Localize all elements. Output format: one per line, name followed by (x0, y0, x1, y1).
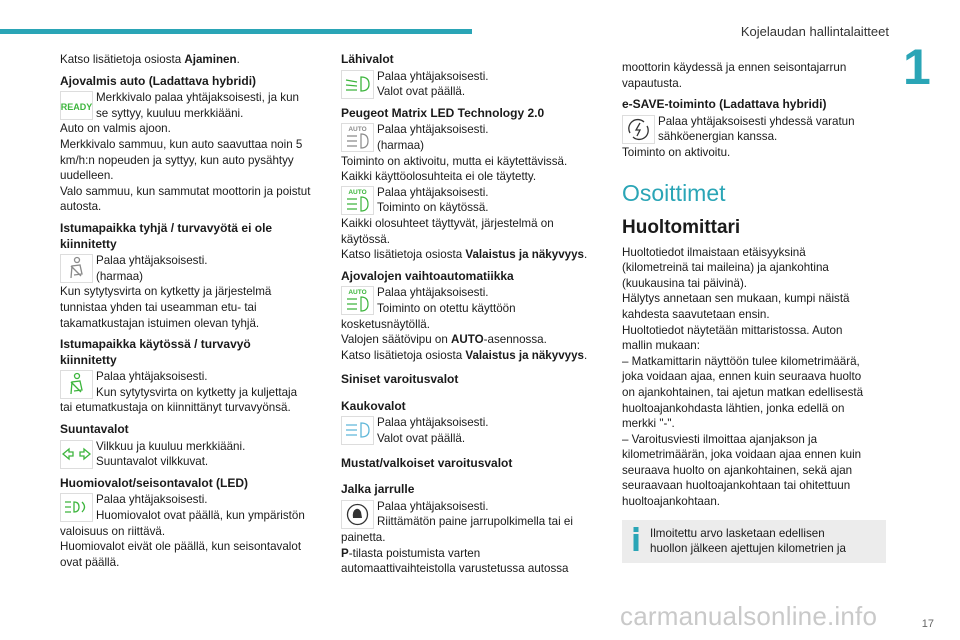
matrix-gray-row: AUTO Palaa yhtäjaksoisesti. (harmaa) (341, 122, 601, 153)
low-beam-row: Palaa yhtäjaksoisesti. Valot ovat päällä. (341, 69, 601, 100)
seat-used-title: Istumapaikka käytössä / turvavyö kiinnitetty (60, 337, 251, 367)
info-box: Ilmoitettu arvo lasketaan edellisen huollon jälkeen ajettujen kilometrien ja (622, 520, 886, 563)
matrix-title: Peugeot Matrix LED Technology 2.0 (341, 105, 545, 120)
turn-signal-icon (60, 440, 93, 469)
brake-row: Palaa yhtäjaksoisesti. Riittämätön paine jarrupolkimella tai ei (341, 499, 601, 530)
seat-used-row: Palaa yhtäjaksoisesti. Kun sytytysvirta on kytketty ja kuljettaja (60, 369, 320, 400)
header-title: Kojelaudan hallintalaitteet (740, 24, 889, 39)
column-3: moottorin käydessä ja ennen seisontajarrun vapautusta. e-SAVE-toiminto (Ladattava hybridi) Palaa yhtäjaksoisesti yhdessä varatun sähköenergian kanssa. Toiminto on aktivoitu. Osoittimet Huoltomittari Huoltotiedot ilmaistaan etäisyyksinä (kilometreinä tai maileina) ja ajankohtina (kuukausina tai päivinä). Hälytys annetaan sen mukaan, kumpi näistä kahdesta saavutetaan ensin. Huoltotiedot näytetään mittaristossa. Auton mallin mukaan: – Matkamittarin näyttöön tulee kilometrimäärä, joka voidaan ajaa, ennen kuin seuraava huolto on ajankohtainen, tai ajetun matkan edellisestä huoltoajankohdasta lähtien, jonka edellä on merkki "-". – Varoitusviesti ilmoittaa ajanjakson ja kilometrimäärän, joka voidaan ajaa ennen kuin seuraava huolto on ajankohtainen, sekä ajan seuraavaan huoltoajankohtaan tai ohitettuun huoltoajankohtaan. Ilmoitettu arvo lasketaan edellisen huollon jälkeen ajettujen kilometrien ja (622, 60, 886, 563)
svg-text:AUTO: AUTO (348, 126, 367, 134)
ready-icon (60, 91, 93, 120)
autolights-row: AUTO Palaa yhtäjaksoisesti. Toiminto on otettu käyttöön (341, 285, 601, 316)
page-number: 17 (921, 618, 934, 630)
svg-text:AUTO: AUTO (348, 188, 367, 196)
drl-title: Huomiovalot/seisontavalot (LED) (60, 475, 249, 490)
ready-title: Ajovalmis auto (Ladattava hybridi) (60, 73, 257, 88)
auto-lights-gray-icon (341, 123, 374, 152)
seat-empty-title: Istumapaikka tyhjä / turvavyötä ei ole kiinnitetty (60, 220, 273, 251)
brake-title: Jalka jarrulle (341, 482, 415, 497)
turn-title: Suuntavalot (60, 422, 129, 437)
blue-lights-title: Siniset varoitusvalot (341, 372, 459, 387)
matrix-green-row: AUTO Palaa yhtäjaksoisesti. Toiminto on käytössä. (341, 185, 601, 216)
esave-row: Palaa yhtäjaksoisesti yhdessä varatun sähköenergian kanssa. (622, 114, 886, 145)
svg-text:READY: READY (60, 102, 93, 113)
subsection-title: Huoltomittari (622, 216, 741, 238)
svg-text:AUTO: AUTO (348, 289, 367, 297)
foot-on-brake-icon (341, 500, 374, 529)
high-beam-row: Palaa yhtäjaksoisesti. Valot ovat päällä. (341, 415, 601, 446)
high-beam-title: Kaukovalot (341, 398, 406, 413)
seatbelt-gray-icon (60, 254, 93, 283)
esave-icon (622, 115, 655, 144)
column-2: Lähivalot Palaa yhtäjaksoisesti. Valot ovat päällä. Peugeot Matrix LED Technology 2.0 AUTO Palaa yhtäjaksoisesti. (harmaa) Toiminto on aktivoitu, mutta ei käytettävissä. Kaikki käyttöolosuhteita ei ole täytetty. AUTO Palaa yhtäjaksoisesti. Toiminto on käytössä. Kaikki olosuhteet täyttyvät, järjestelmä on käytössä. Katso lisätietoja osiosta Valaistus ja näkyvyys. Ajovalojen vaihtoautomatiikka AUTO Palaa yhtäjaksoisesti. Toiminto on otettu käyttöön kosketusnäytöllä. Valojen säätövipu on AUTO-asennossa. Katso lisätietoja osiosta Valaistus ja näkyvyys. Siniset varoitusvalot Kaukovalot Palaa yhtäjaksoisesti. Valot ovat päällä. Mustat/valkoiset varoitusvalot Jalka jarrulle Palaa yhtäjaksoisesti. Riittämätön paine jarrupolkimella tai ei painetta. P-tilasta poistumista varten automaattivaihteistolla varustetussa autossa (341, 52, 601, 577)
high-beam-icon (341, 416, 374, 445)
ready-row: READY Merkkivalo palaa yhtäjaksoisesti, ja kun se syttyy, kuuluu merkkiääni. (60, 91, 299, 120)
column-1: Katso lisätietoja osiosta Ajaminen. Ajovalmis auto (Ladattava hybridi) READY Merkkivalo palaa yhtäjaksoisesti, ja kun se syttyy, kuuluu merkkiääni. Auto on valmis ajoon. Merkkivalo sammuu, kun auto saavuttaa noin 5 km/h:n nopeuden ja syttyy, kun auto pysähtyy uudelleen. Valo sammuu, kun sammutat moottorin ja poistut autosta. Istumapaikka tyhjä / turvavyötä ei ole kiinnitetty Palaa yhtäjaksoisesti. (harmaa) Kun sytytysvirta on kytketty ja järjestelmä tunnistaa yhden tai useamman etu- tai takamatkustajan istuimen olevan tyhjä. Istumapaikka käytössä / turvavyö kiinnitetty Palaa yhtäjaksoisesti. Kun sytytysvirta on kytketty ja kuljettaja tai etumatkustaja on kiinnittänyt turvavyönsä. Suuntavalot Vilkkuu ja kuuluu merkkiääni. Suuntavalot vilkkuvat. Huomiovalot/seisontavalot (LED) Palaa yhtäjaksoisesti. Huomiovalot ovat päällä, kun ympäristön valoisuus on riittävä. Huomiovalot eivät ole päällä, kun seisontavalot ovat päällä. (60, 52, 320, 570)
auto-high-beam-icon (341, 286, 374, 315)
low-beam-title: Lähivalot (341, 52, 394, 66)
intro-text: Katso lisätietoja osiosta Ajaminen. (60, 53, 240, 66)
esave-title: e-SAVE-toiminto (Ladattava hybridi) (622, 97, 827, 112)
drl-row: Palaa yhtäjaksoisesti. Huomiovalot ovat päällä, kun ympäristön (60, 492, 320, 523)
watermark: carmanualsonline.info (620, 601, 878, 631)
header-accent-bar (0, 29, 472, 34)
turn-row: Vilkkuu ja kuuluu merkkiääni. Suuntavalot vilkkuvat. (60, 439, 320, 470)
daytime-lights-icon (60, 493, 93, 522)
bw-lights-title: Mustat/valkoiset varoitusvalot (341, 455, 513, 470)
autolights-title: Ajovalojen vaihtoautomatiikka (341, 268, 514, 283)
auto-lights-green-icon (341, 186, 374, 215)
seatbelt-green-icon (60, 370, 93, 399)
chapter-number: 1 (903, 39, 931, 95)
info-icon (630, 526, 642, 557)
low-beam-icon (341, 70, 374, 99)
seat-empty-row: Palaa yhtäjaksoisesti. (harmaa) (60, 253, 320, 284)
section-title: Osoittimet (622, 179, 726, 206)
